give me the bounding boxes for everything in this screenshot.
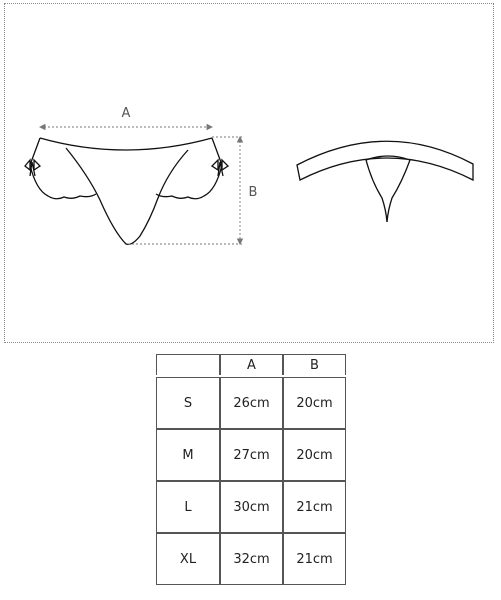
table-row: [156, 429, 346, 481]
size-cell: M: [156, 429, 220, 481]
a-cell: 27cm: [220, 429, 283, 481]
thong-back-view: [297, 141, 473, 222]
b-cell: 20cm: [283, 377, 346, 429]
header-cell-b: B: [283, 354, 346, 375]
back-waistband: [297, 141, 473, 180]
back-strap-right: [387, 160, 410, 222]
briefs-front-view: [25, 138, 228, 244]
size-cell: XL: [156, 533, 220, 585]
table-row: [156, 533, 346, 585]
left-lace-edge: [30, 165, 96, 199]
a-cell: 30cm: [220, 481, 283, 533]
b-cell: 21cm: [283, 533, 346, 585]
dimension-a-label: A: [121, 106, 131, 121]
size-cell: S: [156, 377, 220, 429]
table-row: [156, 377, 346, 429]
a-cell: 32cm: [220, 533, 283, 585]
b-cell: 20cm: [283, 429, 346, 481]
size-table: [156, 354, 346, 585]
size-cell: L: [156, 481, 220, 533]
table-row: [156, 481, 346, 533]
table-header-row: [156, 354, 346, 375]
b-cell: 21cm: [283, 481, 346, 533]
dimension-b-label: B: [248, 185, 258, 200]
a-cell: 26cm: [220, 377, 283, 429]
header-cell-size: [156, 354, 220, 375]
header-cell-a: A: [220, 354, 283, 375]
dimension-a: [40, 125, 212, 130]
back-strap-left: [366, 160, 387, 222]
